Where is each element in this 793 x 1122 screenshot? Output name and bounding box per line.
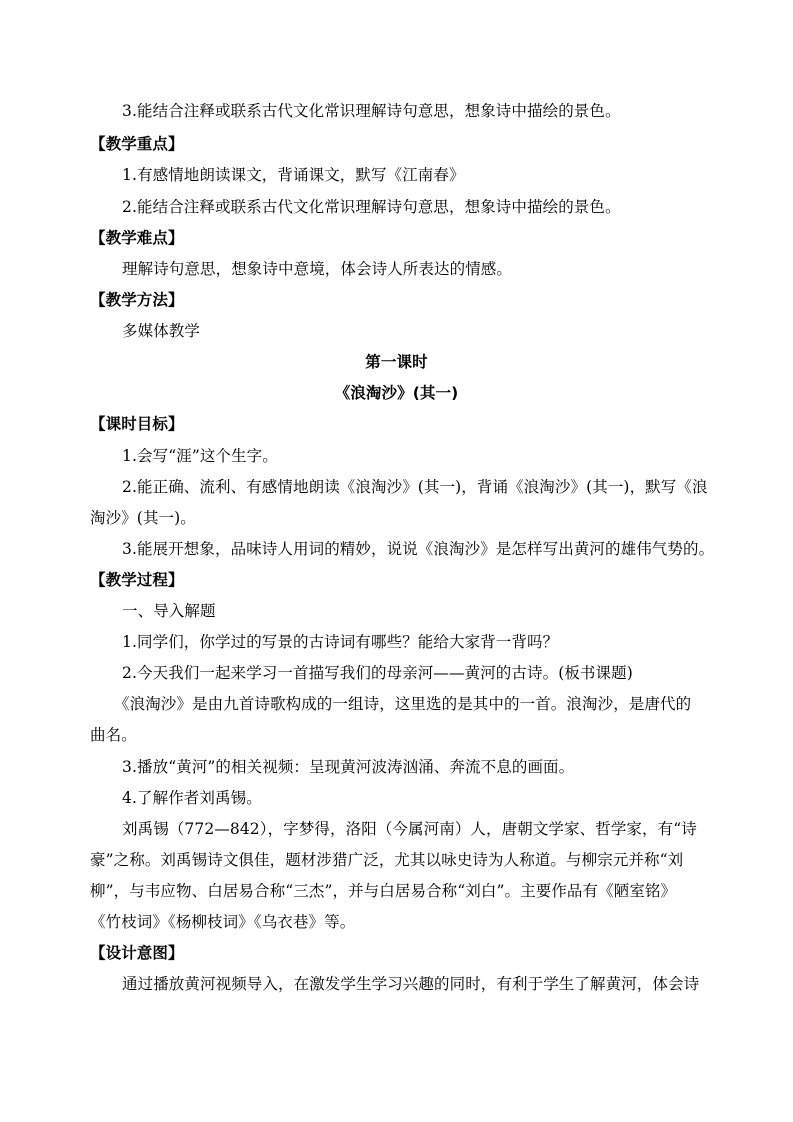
heading-methods: 【教学方法】 <box>90 291 184 309</box>
process-item-1: 1.同学们，你学过的写景的古诗词有哪些？能给大家背一背吗？ <box>122 633 559 651</box>
goal-2-line-1: 2.能正确、流利、有感情地朗读《浪淘沙》(其一)，背诵《浪淘沙》(其一)，默写《浪 <box>122 478 708 496</box>
lesson-title: 第一课时 <box>365 353 428 371</box>
process-item-3: 3.播放“黄河”的相关视频：呈现黄河波涛汹涌、奔流不息的画面。 <box>122 758 575 776</box>
heading-difficulties: 【教学难点】 <box>90 229 184 247</box>
difficulty-1: 理解诗句意思，想象诗中意境，体会诗人所表达的情感。 <box>122 260 513 278</box>
process-paragraph-line-1: 《浪淘沙》是由九首诗歌构成的一组诗，这里选的是其中的一首。浪淘沙，是唐代的 <box>114 695 692 713</box>
heading-lesson-goals: 【课时目标】 <box>90 415 184 433</box>
goal-2-line-2: 淘沙》(其一)。 <box>90 509 196 527</box>
author-paragraph-line-1: 刘禹锡（772—842），字梦得，洛阳（今属河南）人，唐朝文学家、哲学家，有“诗 <box>122 820 697 838</box>
heading-design-intent: 【设计意图】 <box>90 944 184 962</box>
key-point-2: 2.能结合注释或联系古代文化常识理解诗句意思，想象诗中描绘的景色。 <box>122 198 621 216</box>
heading-teaching-process: 【教学过程】 <box>90 571 184 589</box>
process-section-1: 一、导入解题 <box>122 602 216 620</box>
author-paragraph-line-4: 《竹枝词》《杨柳枝词》《乌衣巷》等。 <box>90 913 356 931</box>
author-paragraph-line-3: 柳”，与韦应物、白居易合称“三杰”，并与白居易合称“刘白”。主要作品有《陋室铭》 <box>90 882 677 900</box>
process-item-2: 2.今天我们一起来学习一首描写我们的母亲河——黄河的古诗。(板书课题) <box>122 664 633 682</box>
process-paragraph-line-2: 曲名。 <box>90 726 137 744</box>
poem-title: 《浪淘沙》(其一) <box>334 384 459 402</box>
author-paragraph-line-2: 豪”之称。刘禹锡诗文俱佳，题材涉猎广泛，尤其以咏史诗为人称道。与柳宗元并称“刘 <box>90 851 684 869</box>
goal-1: 1.会写“涯”这个生字。 <box>122 447 278 465</box>
design-intent-line-1: 通过播放黄河视频导入，在激发学生学习兴趣的同时，有利于学生了解黄河，体会诗 <box>122 975 700 993</box>
key-point-1: 1.有感情地朗读课文，背诵课文，默写《江南春》 <box>122 166 465 184</box>
heading-key-points: 【教学重点】 <box>90 135 184 153</box>
objective-3-line: 3.能结合注释或联系古代文化常识理解诗句意思，想象诗中描绘的景色。 <box>122 102 621 120</box>
method-1: 多媒体教学 <box>122 322 201 340</box>
goal-3: 3.能展开想象，品味诗人用词的精妙，说说《浪淘沙》是怎样写出黄河的雄伟气势的。 <box>122 540 715 558</box>
process-item-4: 4.了解作者刘禹锡。 <box>122 789 262 807</box>
